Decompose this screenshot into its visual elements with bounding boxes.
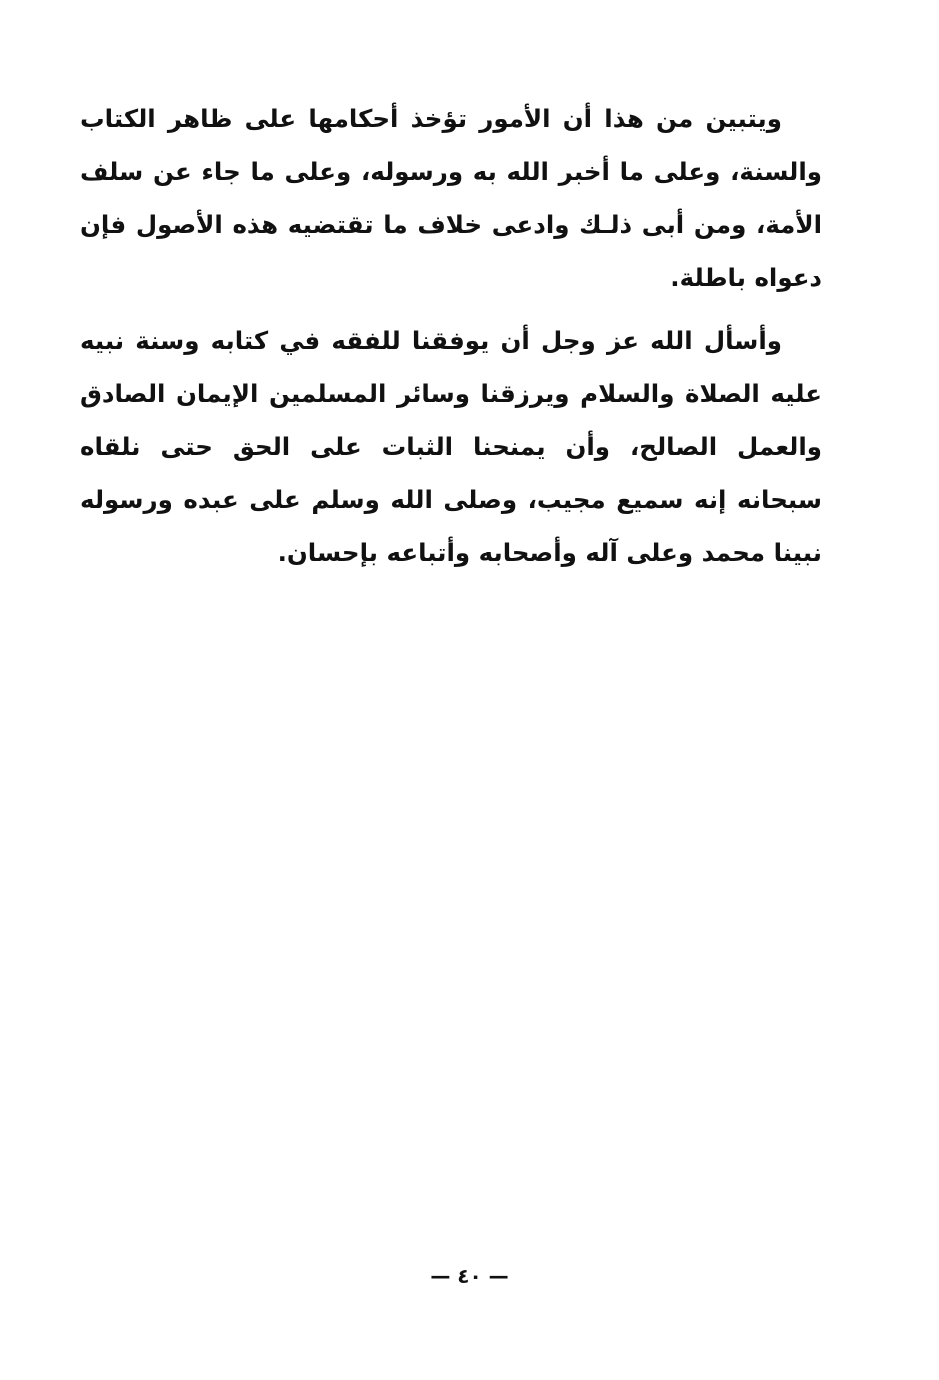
page-number: — ٤٠ — bbox=[430, 1264, 509, 1288]
paragraph-2: وأسأل الله عز وجل أن يوفقنا للفقه في كتابه وسنة نبيه عليه الصلاة والسلام ويرزقنا وسائر المسلمين الإيمان الصادق والعمل الصالح، وأن يمنحنا الثبات على الحق حتى نلقاه سبحانه إنه سميع مجيب، وصلى الله وسلم على عبده ورسوله نبينا محمد وعلى آله وأصحابه وأتباعه بإحسان. bbox=[80, 326, 822, 567]
body-text bbox=[80, 92, 822, 579]
paragraph-1: ويتبين من هذا أن الأمور تؤخذ أحكامها على ظاهر الكتاب والسنة، وعلى ما أخبر الله به ورسوله، وعلى ما جاء عن سلف الأمة، ومن أبى ذلـك وادعى خلاف ما تقتضيه هذه الأصول فإن دعواه باطلة. bbox=[80, 104, 822, 292]
